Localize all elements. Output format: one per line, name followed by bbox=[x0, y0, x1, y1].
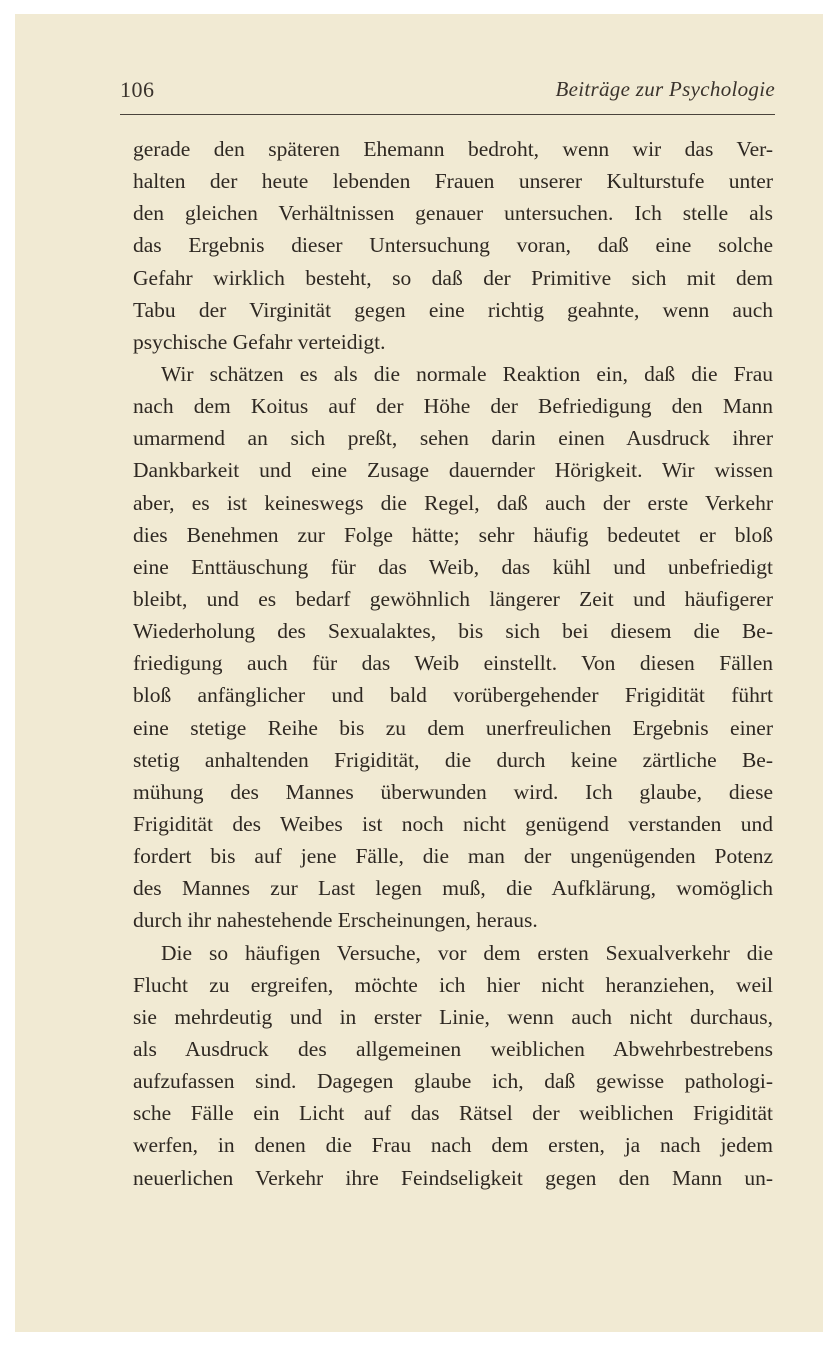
text-line: Dankbarkeit und eine Zusage dauernder Hörigkeit. Wir wissen bbox=[133, 458, 773, 483]
text-line: bleibt, und es bedarf gewöhnlich längerer Zeit und häufigerer bbox=[133, 586, 773, 611]
text-line: eine stetige Reihe bis zu dem unerfreulichen Ergebnis einer bbox=[133, 715, 773, 740]
text-line: Die so häufigen Versuche, vor dem ersten Sexualverkehr die bbox=[161, 940, 773, 965]
text-line: mühung des Mannes überwunden wird. Ich glaube, diese bbox=[133, 779, 773, 804]
text-line: sche Fälle ein Licht auf das Rätsel der weiblichen Frigidität bbox=[133, 1101, 773, 1126]
text-line: Gefahr wirklich besteht, so daß der Primitive sich mit dem bbox=[133, 265, 773, 290]
text-line: halten der heute lebenden Frauen unserer Kulturstufe unter bbox=[133, 169, 773, 194]
text-line: bloß anfänglicher und bald vorübergehender Frigidität führt bbox=[133, 683, 773, 708]
running-title: Beiträge zur Psychologie bbox=[555, 77, 775, 101]
page-number: 106 bbox=[120, 77, 155, 102]
text-line: stetig anhaltenden Frigidität, die durch keine zärtliche Be- bbox=[133, 747, 773, 772]
text-line: aber, es ist keineswegs die Regel, daß auch der erste Verkehr bbox=[133, 490, 773, 515]
text-line: des Mannes zur Last legen muß, die Aufklärung, womöglich bbox=[133, 876, 773, 901]
text-line: Tabu der Virginität gegen eine richtig geahnte, wenn auch bbox=[133, 297, 773, 322]
page-header bbox=[120, 74, 775, 104]
text-line: durch ihr nahestehende Erscheinungen, heraus. bbox=[133, 908, 538, 933]
text-line: umarmend an sich preßt, sehen darin einen Ausdruck ihrer bbox=[133, 426, 773, 451]
text-line: gerade den späteren Ehemann bedroht, wenn wir das Ver- bbox=[133, 137, 773, 161]
text-line: Wiederholung des Sexualaktes, bis sich bei diesem die Be- bbox=[133, 619, 773, 644]
text-line: Frigidität des Weibes ist noch nicht genügend verstanden und bbox=[133, 811, 773, 836]
text-line: werfen, in denen die Frau nach dem ersten, ja nach jedem bbox=[133, 1133, 773, 1158]
body-text bbox=[133, 133, 773, 1194]
text-line: sie mehrdeutig und in erster Linie, wenn auch nicht durchaus, bbox=[133, 1004, 773, 1029]
text-line: fordert bis auf jene Fälle, die man der ungenügenden Potenz bbox=[133, 844, 773, 869]
text-line: Wir schätzen es als die normale Reaktion ein, daß die Frau bbox=[161, 361, 773, 386]
book-page bbox=[15, 14, 823, 1332]
text-line: das Ergebnis dieser Untersuchung voran, daß eine solche bbox=[133, 233, 773, 258]
text-line: psychische Gefahr verteidigt. bbox=[133, 329, 386, 354]
text-line: den gleichen Verhältnissen genauer untersuchen. Ich stelle als bbox=[133, 201, 773, 226]
text-line: friedigung auch für das Weib einstellt. Von diesen Fällen bbox=[133, 651, 773, 676]
text-line: als Ausdruck des allgemeinen weiblichen Abwehrbestrebens bbox=[133, 1036, 773, 1061]
text-line: Flucht zu ergreifen, möchte ich hier nicht heranziehen, weil bbox=[133, 972, 773, 997]
text-line: nach dem Koitus auf der Höhe der Befriedigung den Mann bbox=[133, 394, 773, 419]
header-rule bbox=[120, 114, 775, 115]
text-line: dies Benehmen zur Folge hätte; sehr häufig bedeutet er bloß bbox=[133, 522, 773, 547]
text-line: neuerlichen Verkehr ihre Feindseligkeit gegen den Mann un- bbox=[133, 1165, 773, 1190]
text-line: eine Enttäuschung für das Weib, das kühl und unbefriedigt bbox=[133, 554, 773, 579]
text-line: aufzufassen sind. Dagegen glaube ich, daß gewisse pathologi- bbox=[133, 1069, 773, 1094]
